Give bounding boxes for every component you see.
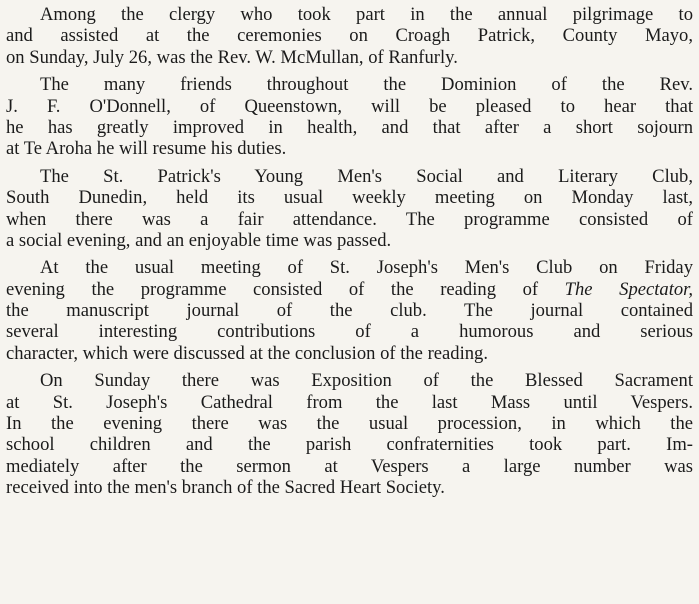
text-segment: evening the programme consisted of the reading of [6, 278, 539, 300]
text-line: mediately after the sermon at Vespers a large number was [6, 455, 693, 477]
text-line: In the evening there was the usual procession, in which the [6, 413, 693, 435]
paragraph-odonnell [6, 74, 693, 160]
text-line: Among the clergy who took part in the annual pilgrimage to [40, 4, 693, 25]
text-line: the manuscript journal of the club. The journal contained [6, 300, 693, 322]
text-line: at St. Joseph's Cathedral from the last Mass until Vespers. [6, 391, 693, 413]
text-line: a social evening, and an enjoyable time was passed. [6, 229, 392, 251]
text-line: and assisted at the ceremonies on Croagh Patrick, County Mayo, [6, 25, 693, 47]
paragraph-young-mens-club [6, 166, 693, 252]
journal-title: The Spectator, [564, 278, 693, 300]
text-line: received into the men's branch of the Sacred Heart Society. [6, 477, 445, 499]
text-line: At the usual meeting of St. Joseph's Men's Club on Friday [40, 257, 693, 279]
text-line: J. F. O'Donnell, of Queenstown, will be pleased to hear that [6, 95, 693, 117]
text-line: character, which were discussed at the conclusion of the reading. [6, 342, 488, 364]
text-line: school children and the parish confraternities took part. Im- [6, 434, 693, 456]
text-line: The many friends throughout the Dominion of the Rev. [40, 74, 693, 96]
paragraph-croagh-patrick [6, 4, 693, 68]
text-line: when there was a fair attendance. The programme consisted of [6, 208, 693, 230]
text-line: at Te Aroha he will resume his duties. [6, 138, 287, 160]
text-line: On Sunday there was Exposition of the Blessed Sacrament [40, 370, 693, 392]
text-line: South Dunedin, held its usual weekly meeting on Monday last, [6, 187, 693, 209]
text-line [6, 279, 693, 300]
text-line: on Sunday, July 26, was the Rev. W. McMullan, of Ranfurly. [6, 46, 458, 68]
paragraph-exposition [6, 370, 693, 498]
paragraph-st-josephs-club [6, 257, 693, 364]
text-line: he has greatly improved in health, and that after a short sojourn [6, 116, 693, 138]
text-line: several interesting contributions of a humorous and serious [6, 321, 693, 343]
text-line: The St. Patrick's Young Men's Social and Literary Club, [40, 165, 693, 187]
